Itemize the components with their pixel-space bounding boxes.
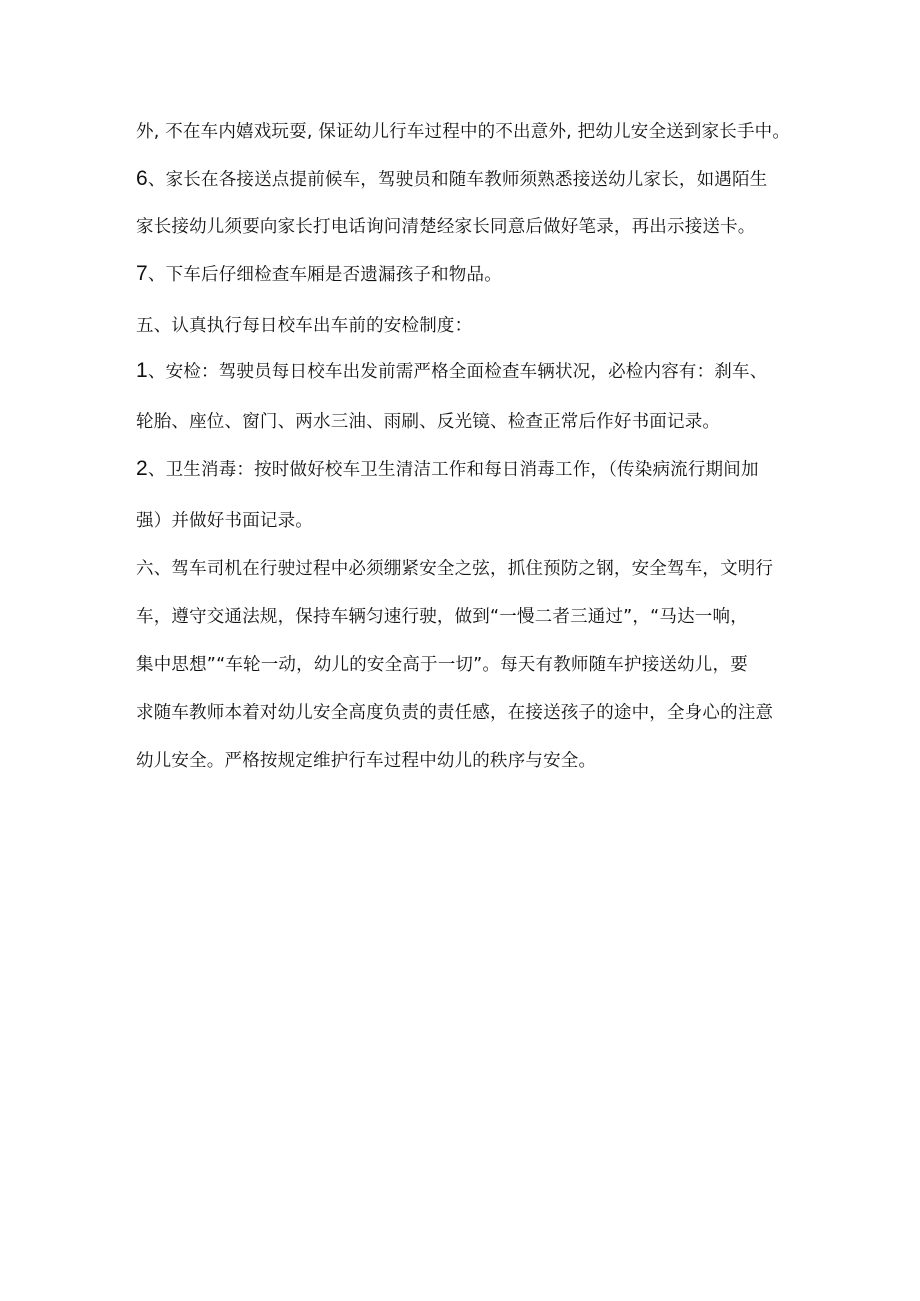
text-line-13 (136, 700, 773, 725)
text-line-9 (136, 508, 313, 533)
section-heading-5 (136, 313, 472, 338)
line-text: 五、认真执行每日校车出车前的安检制度： (136, 316, 473, 336)
item-number: 7 (136, 262, 148, 285)
text-line-8 (136, 457, 759, 482)
text-line-2 (136, 167, 767, 192)
item-number: 6 (136, 167, 148, 190)
line-text: 外, 不在车内嬉戏玩耍, 保证幼儿行车过程中的不出意外, 把幼儿安全送到家长手中。 (136, 122, 791, 142)
line-text: 、卫生消毒：按时做好校车卫生清洁工作和每日消毒工作，（传染病流行期间加 (147, 460, 759, 480)
line-text: 轮胎、座位、窗门、两水三油、雨刷、反光镜、检查正常后作好书面记录。 (136, 412, 721, 432)
line-text: 车，遵守交通法规，保持车辆匀速行驶，做到“一慢二者三通过”，“马达一响， (136, 607, 748, 627)
line-text: 、安检：驾驶员每日校车出发前需严格全面检查车辆状况，必检内容有：刹车、 (147, 362, 768, 382)
text-line-1 (136, 119, 790, 144)
text-line-11 (136, 604, 748, 629)
line-text: 六、驾车司机在行驶过程中必须绷紧安全之弦，抓住预防之钢，安全驾车，文明行 (136, 559, 774, 579)
line-text: 集中思想”“车轮一动，幼儿的安全高于一切”。每天有教师随车护接送幼儿，要 (136, 655, 748, 675)
item-number: 1 (136, 359, 148, 382)
line-text: 幼儿安全。严格按规定维护行车过程中幼儿的秩序与安全。 (136, 751, 597, 771)
text-line-12 (136, 652, 748, 677)
line-text: 强）并做好书面记录。 (136, 511, 313, 531)
section-heading-6 (136, 556, 773, 581)
text-line-4 (136, 262, 502, 287)
line-text: 求随车教师本着对幼儿安全高度负责的责任感，在接送孩子的途中，全身心的注意 (136, 703, 774, 723)
text-line-14 (136, 748, 596, 773)
text-line-3 (136, 214, 756, 239)
line-text: 家长接幼儿须要向家长打电话询问清楚经家长同意后做好笔录，再出示接送卡。 (136, 217, 756, 237)
text-line-6 (136, 359, 767, 384)
text-line-7 (136, 409, 720, 434)
line-text: 、家长在各接送点提前候车，驾驶员和随车教师须熟悉接送幼儿家长，如遇陌生 (147, 170, 768, 190)
item-number: 2 (136, 457, 148, 480)
line-text: 、下车后仔细检查车厢是否遗漏孩子和物品。 (147, 265, 502, 285)
